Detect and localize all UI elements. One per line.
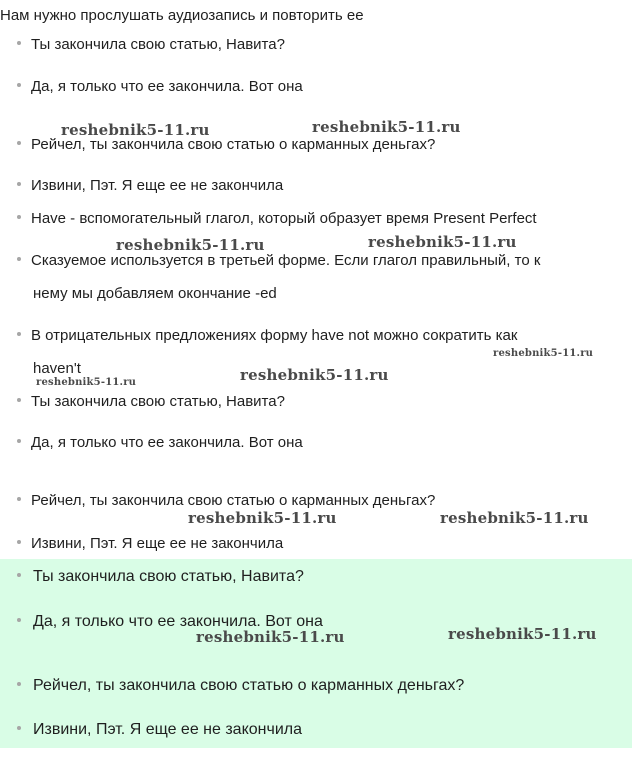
bullet-icon — [17, 398, 21, 402]
bullet-icon — [17, 497, 21, 501]
list-item-text: В отрицательных предложениях форму have not можно сократить как — [31, 327, 518, 344]
watermark: reshebnik5-11.ru — [312, 118, 461, 136]
bullet-icon — [17, 439, 21, 443]
watermark: reshebnik5-11.ru — [448, 625, 597, 643]
bullet-icon — [17, 141, 21, 145]
list-item-text: Да, я только что ее закончила. Вот она — [33, 613, 323, 630]
list-item-text: Сказуемое используется в третьей форме. Если глагол правильный, то к — [31, 252, 541, 269]
list-item-text: Рейчел, ты закончила свою статью о карманных деньгах? — [31, 492, 436, 509]
list-item-text: Извини, Пэт. Я еще ее не закончила — [31, 177, 284, 194]
watermark: reshebnik5-11.ru — [240, 366, 389, 384]
list-item-text: Извини, Пэт. Я еще ее не закончила — [31, 535, 284, 552]
list-item — [17, 434, 303, 451]
list-item — [17, 210, 537, 227]
list-item-continuation: haven't — [33, 360, 81, 377]
watermark: reshebnik5-11.ru — [196, 628, 345, 646]
watermark: reshebnik5-11.ru — [188, 509, 337, 527]
bullet-icon — [17, 257, 21, 261]
watermark: reshebnik5-11.ru — [440, 509, 589, 527]
bullet-icon — [17, 726, 21, 730]
list-item — [17, 327, 517, 344]
list-item — [17, 492, 435, 509]
list-item-text: Рейчел, ты закончила свою статью о карманных деньгах? — [31, 136, 436, 153]
bullet-icon — [17, 215, 21, 219]
watermark: reshebnik5-11.ru — [116, 236, 265, 254]
list-item-text: Извини, Пэт. Я еще ее не закончила — [33, 721, 302, 738]
list-item — [17, 721, 302, 739]
list-item-text: Ты закончила свою статью, Навита? — [31, 36, 285, 53]
list-item — [17, 535, 283, 552]
list-item — [17, 78, 303, 95]
bullet-icon — [17, 41, 21, 45]
watermark: reshebnik5-11.ru — [36, 377, 137, 388]
list-item-text: Ты закончила свою статью, Навита? — [31, 393, 285, 410]
list-item — [17, 568, 304, 586]
bullet-icon — [17, 573, 21, 577]
bullet-icon — [17, 618, 21, 622]
bullet-icon — [17, 540, 21, 544]
list-item — [17, 252, 540, 269]
list-item — [17, 177, 283, 194]
list-item — [17, 393, 285, 410]
list-item-text: Ты закончила свою статью, Навита? — [33, 568, 304, 585]
list-item-text: Have - вспомогательный глагол, который образует время Present Perfect — [31, 210, 537, 227]
intro-text: Нам нужно прослушать аудиозапись и повторить ее — [0, 7, 364, 24]
list-item-text: Рейчел, ты закончила свою статью о карманных деньгах? — [33, 677, 465, 694]
watermark: reshebnik5-11.ru — [493, 348, 594, 359]
watermark: reshebnik5-11.ru — [368, 233, 517, 251]
list-item-text: Да, я только что ее закончила. Вот она — [31, 78, 303, 95]
bullet-icon — [17, 682, 21, 686]
list-item-text: Да, я только что ее закончила. Вот она — [31, 434, 303, 451]
bullet-icon — [17, 182, 21, 186]
highlight-panel — [0, 559, 632, 748]
list-item — [17, 677, 464, 695]
list-item-continuation: нему мы добавляем окончание -ed — [33, 285, 277, 302]
watermark: reshebnik5-11.ru — [61, 121, 210, 139]
bullet-icon — [17, 332, 21, 336]
list-item — [17, 36, 285, 53]
bullet-icon — [17, 83, 21, 87]
